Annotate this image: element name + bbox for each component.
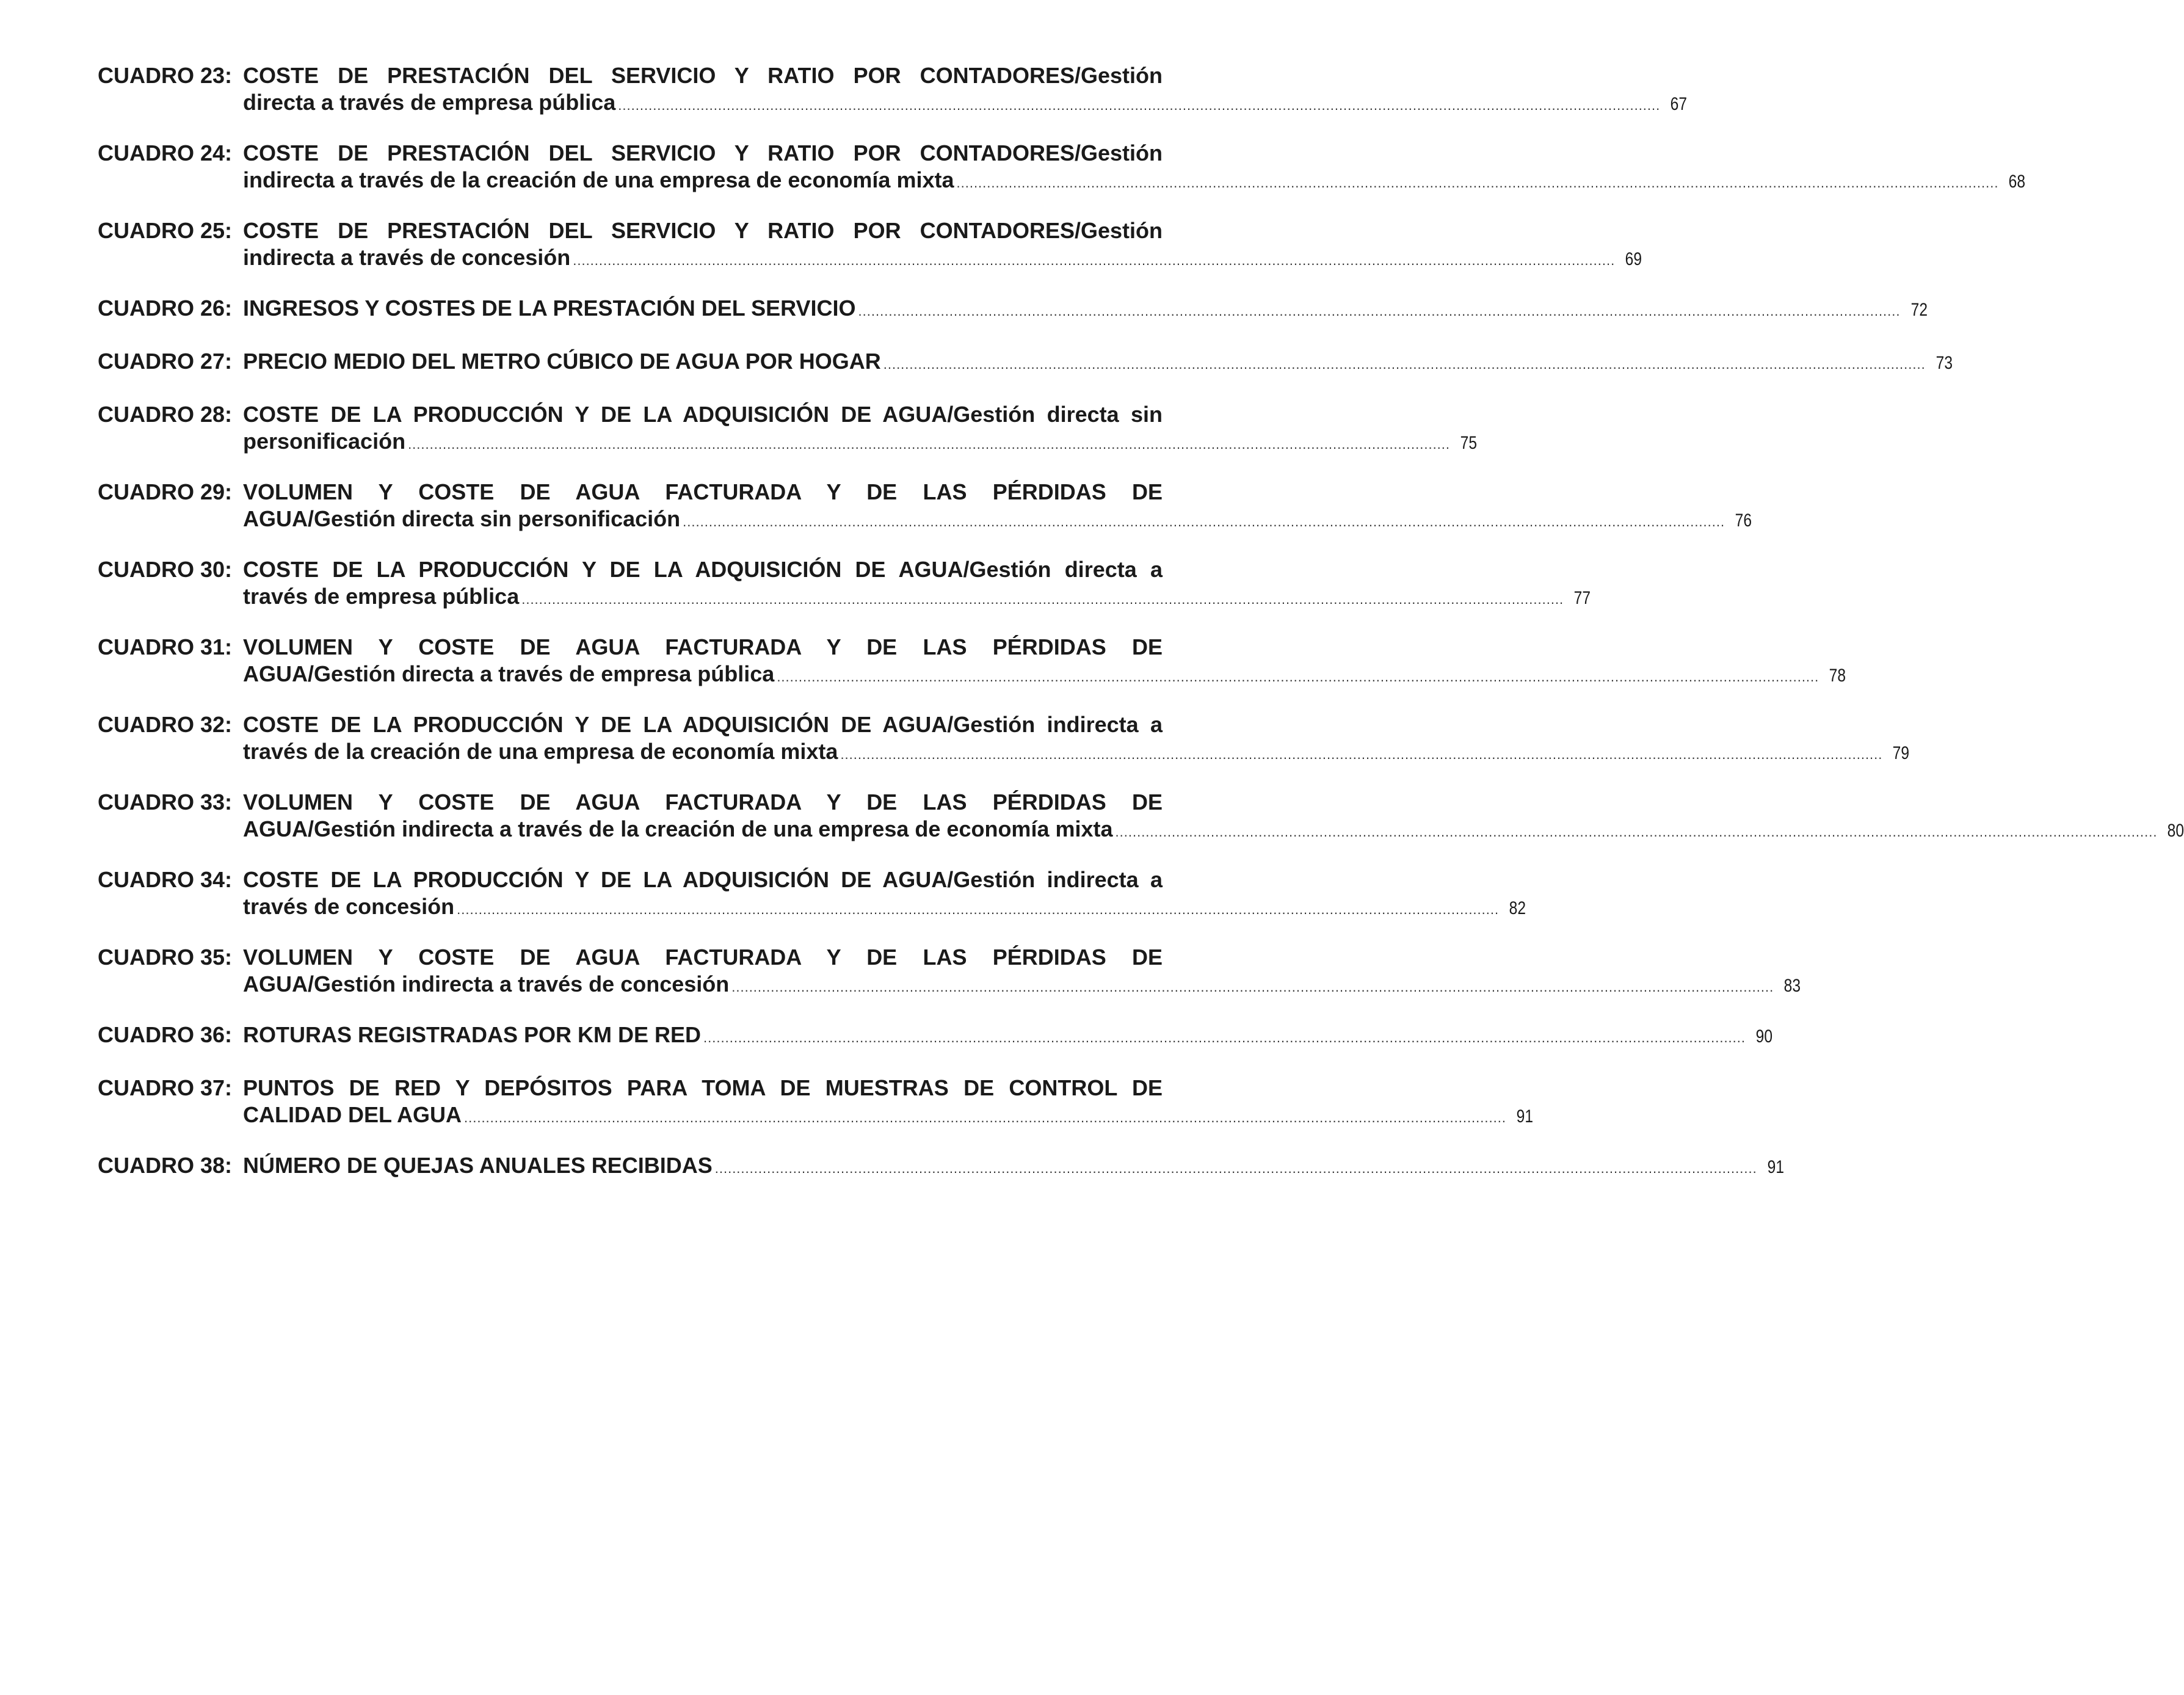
toc-entry-label: CUADRO 29:	[98, 479, 233, 504]
toc-entry-title-line2	[243, 971, 1801, 1001]
toc-entry-label: CUADRO 33:	[98, 789, 233, 815]
toc-entry-label: CUADRO 28:	[98, 402, 233, 427]
toc-entry-title-text: indirecta a través de concesión	[243, 245, 571, 270]
toc-entry-page-number: 79	[1893, 743, 1910, 763]
toc-entry-title-line1: COSTE DE PRESTACIÓN DEL SERVICIO Y RATIO POR CONTADORES/Gestión	[243, 63, 1163, 88]
toc-entry-page-number: 77	[1573, 588, 1591, 608]
table-of-contents	[98, 62, 2184, 1205]
dot-leader: ................................................................................................................................................................................................................................................	[714, 1161, 1757, 1176]
toc-entry-cuadro-24[interactable]	[98, 140, 2026, 197]
toc-entry-title-line2	[243, 661, 1846, 691]
toc-entry-label: CUADRO 35:	[98, 945, 233, 970]
toc-entry-title-line2	[243, 1152, 1784, 1182]
toc-entry-title-line1: PUNTOS DE RED Y DEPÓSITOS PARA TOMA DE MUESTRAS DE CONTROL DE	[243, 1075, 1163, 1100]
toc-entry-title-text: ROTURAS REGISTRADAS POR KM DE RED	[243, 1022, 702, 1047]
toc-entry-title	[243, 295, 1928, 325]
toc-entry-title-text: INGRESOS Y COSTES DE LA PRESTACIÓN DEL SERVICIO	[243, 296, 856, 321]
toc-entry-label: CUADRO 34:	[98, 867, 233, 892]
toc-entry-title	[243, 140, 2026, 197]
toc-entry-title-text: través de la creación de una empresa de economía mixta	[243, 739, 838, 764]
toc-entry-cuadro-25[interactable]	[98, 217, 1642, 274]
toc-entry-title-text: AGUA/Gestión directa sin personificación	[243, 506, 681, 531]
toc-entry-title	[243, 1075, 1533, 1131]
toc-entry-label: CUADRO 36:	[98, 1022, 233, 1047]
toc-entry-title-line1: COSTE DE LA PRODUCCIÓN Y DE LA ADQUISICIÓN DE AGUA/Gestión indirecta a	[243, 712, 1163, 737]
toc-entry-title-text: través de concesión	[243, 894, 455, 919]
toc-entry-cuadro-32[interactable]	[98, 711, 1910, 768]
toc-entry-label: CUADRO 37:	[98, 1075, 233, 1100]
toc-entry-label: CUADRO 38:	[98, 1153, 233, 1178]
toc-entry-title-text: PRECIO MEDIO DEL METRO CÚBICO DE AGUA POR HOGAR	[243, 349, 881, 374]
toc-entry-title-line2	[243, 816, 2184, 846]
toc-entry-cuadro-33[interactable]	[98, 789, 2184, 846]
dot-leader: ................................................................................................................................................................................................................................................	[408, 437, 1451, 452]
toc-entry-title-text: personificación	[243, 429, 406, 454]
toc-entry-title	[243, 401, 1478, 458]
toc-entry-title-text: CALIDAD DEL AGUA	[243, 1102, 462, 1127]
toc-entry-title-line1: VOLUMEN Y COSTE DE AGUA FACTURADA Y DE LAS PÉRDIDAS DE	[243, 634, 1163, 659]
dot-leader: ................................................................................................................................................................................................................................................	[777, 669, 1819, 684]
toc-entry-page-number: 82	[1509, 898, 1526, 918]
dot-leader: ................................................................................................................................................................................................................................................	[464, 1110, 1506, 1125]
toc-entry-label: CUADRO 23:	[98, 63, 233, 88]
toc-entry-page-number: 76	[1735, 510, 1752, 531]
dot-leader: ................................................................................................................................................................................................................................................	[883, 357, 1926, 372]
toc-entry-label: CUADRO 30:	[98, 557, 233, 582]
toc-entry-title	[243, 866, 1526, 923]
toc-entry-title-text: NÚMERO DE QUEJAS ANUALES RECIBIDAS	[243, 1153, 713, 1178]
dot-leader: ................................................................................................................................................................................................................................................	[683, 514, 1725, 529]
toc-entry-page-number: 90	[1755, 1026, 1772, 1047]
toc-entry-title	[243, 711, 1910, 768]
toc-entry-cuadro-37[interactable]	[98, 1075, 1533, 1131]
toc-entry-title-line1: VOLUMEN Y COSTE DE AGUA FACTURADA Y DE LAS PÉRDIDAS DE	[243, 945, 1163, 970]
toc-entry-title-text: directa a través de empresa pública	[243, 90, 616, 115]
toc-entry-page-number: 68	[2009, 172, 2026, 192]
toc-entry-cuadro-34[interactable]	[98, 866, 1526, 923]
toc-entry-cuadro-28[interactable]	[98, 401, 1478, 458]
toc-entry-cuadro-36[interactable]	[98, 1022, 1772, 1051]
toc-entry-cuadro-23[interactable]	[98, 62, 1688, 119]
toc-entry-title-line2	[243, 428, 1478, 458]
toc-entry-title-line2	[243, 167, 2026, 197]
toc-entry-label: CUADRO 31:	[98, 634, 233, 659]
toc-entry-title-line2	[243, 348, 1953, 378]
toc-entry-page-number: 73	[1935, 353, 1953, 373]
dot-leader: ................................................................................................................................................................................................................................................	[618, 98, 1661, 113]
dot-leader: ................................................................................................................................................................................................................................................	[858, 303, 1901, 319]
toc-entry-label: CUADRO 27:	[98, 349, 233, 374]
toc-entry-page-number: 83	[1783, 976, 1801, 996]
toc-entry-title-text: AGUA/Gestión directa a través de empresa pública	[243, 661, 775, 686]
toc-entry-title	[243, 556, 1591, 613]
toc-entry-title	[243, 348, 1953, 378]
toc-entry-title	[243, 789, 2184, 846]
toc-entry-title-text: indirecta a través de la creación de una empresa de economía mixta	[243, 167, 954, 192]
toc-entry-label: CUADRO 32:	[98, 712, 233, 737]
toc-entry-cuadro-35[interactable]	[98, 944, 1801, 1001]
dot-leader: ................................................................................................................................................................................................................................................	[573, 253, 1616, 268]
toc-entry-cuadro-38[interactable]	[98, 1152, 1784, 1182]
toc-entry-page-number: 80	[2168, 821, 2184, 841]
dot-leader: ................................................................................................................................................................................................................................................	[731, 979, 1774, 995]
toc-entry-title-line2	[243, 89, 1688, 119]
toc-entry-title-line2	[243, 506, 1752, 535]
toc-entry-title-line1: COSTE DE LA PRODUCCIÓN Y DE LA ADQUISICIÓN DE AGUA/Gestión directa a	[243, 557, 1163, 582]
toc-entry-title-line1: VOLUMEN Y COSTE DE AGUA FACTURADA Y DE LAS PÉRDIDAS DE	[243, 479, 1163, 504]
toc-entry-title	[243, 634, 1846, 691]
toc-entry-title	[243, 1152, 1784, 1182]
dot-leader: ................................................................................................................................................................................................................................................	[1115, 824, 2158, 840]
toc-entry-title-line1: COSTE DE LA PRODUCCIÓN Y DE LA ADQUISICIÓN DE AGUA/Gestión directa sin	[243, 402, 1163, 427]
toc-entry-title-line1: COSTE DE PRESTACIÓN DEL SERVICIO Y RATIO POR CONTADORES/Gestión	[243, 140, 1163, 165]
toc-entry-title-line1: VOLUMEN Y COSTE DE AGUA FACTURADA Y DE LAS PÉRDIDAS DE	[243, 789, 1163, 815]
toc-entry-title	[243, 944, 1801, 1001]
toc-entry-title-line1: COSTE DE LA PRODUCCIÓN Y DE LA ADQUISICIÓN DE AGUA/Gestión indirecta a	[243, 867, 1163, 892]
toc-entry-title-text: través de empresa pública	[243, 584, 520, 609]
toc-entry-title-line1: COSTE DE PRESTACIÓN DEL SERVICIO Y RATIO POR CONTADORES/Gestión	[243, 218, 1163, 243]
toc-entry-title-line2	[243, 295, 1928, 325]
toc-entry-page-number: 78	[1829, 666, 1846, 686]
toc-entry-title-line2	[243, 1022, 1772, 1051]
toc-entry-page-number: 75	[1460, 433, 1478, 453]
toc-entry-title-line2	[243, 244, 1642, 274]
toc-entry-title-line2	[243, 893, 1526, 923]
toc-entry-title	[243, 62, 1688, 119]
toc-entry-title-line2	[243, 1102, 1533, 1131]
toc-entry-cuadro-26[interactable]	[98, 295, 1928, 325]
toc-entry-title	[243, 217, 1642, 274]
toc-entry-title	[243, 479, 1752, 535]
dot-leader: ................................................................................................................................................................................................................................................	[840, 747, 1883, 762]
toc-entry-title-text: AGUA/Gestión indirecta a través de concesión	[243, 971, 730, 996]
toc-entry-title-line2	[243, 583, 1591, 613]
toc-entry-page-number: 91	[1516, 1106, 1533, 1127]
toc-entry-cuadro-30[interactable]	[98, 556, 1591, 613]
dot-leader: ................................................................................................................................................................................................................................................	[703, 1030, 1746, 1045]
toc-entry-page-number: 72	[1910, 300, 1928, 320]
toc-entry-title-text: AGUA/Gestión indirecta a través de la creación de una empresa de economía mixta	[243, 816, 1113, 841]
toc-entry-page-number: 69	[1625, 249, 1642, 269]
toc-entry-cuadro-29[interactable]	[98, 479, 1752, 535]
toc-entry-title	[243, 1022, 1772, 1051]
toc-entry-label: CUADRO 24:	[98, 140, 233, 165]
dot-leader: ................................................................................................................................................................................................................................................	[956, 175, 1999, 191]
toc-entry-cuadro-31[interactable]	[98, 634, 1846, 691]
dot-leader: ................................................................................................................................................................................................................................................	[521, 592, 1564, 607]
dot-leader: ................................................................................................................................................................................................................................................	[457, 902, 1500, 917]
toc-entry-cuadro-27[interactable]	[98, 348, 1953, 378]
toc-entry-label: CUADRO 26:	[98, 296, 233, 321]
toc-entry-page-number: 67	[1670, 94, 1688, 114]
toc-entry-title-line2	[243, 738, 1910, 768]
toc-entry-label: CUADRO 25:	[98, 218, 233, 243]
toc-entry-page-number: 91	[1767, 1157, 1784, 1177]
